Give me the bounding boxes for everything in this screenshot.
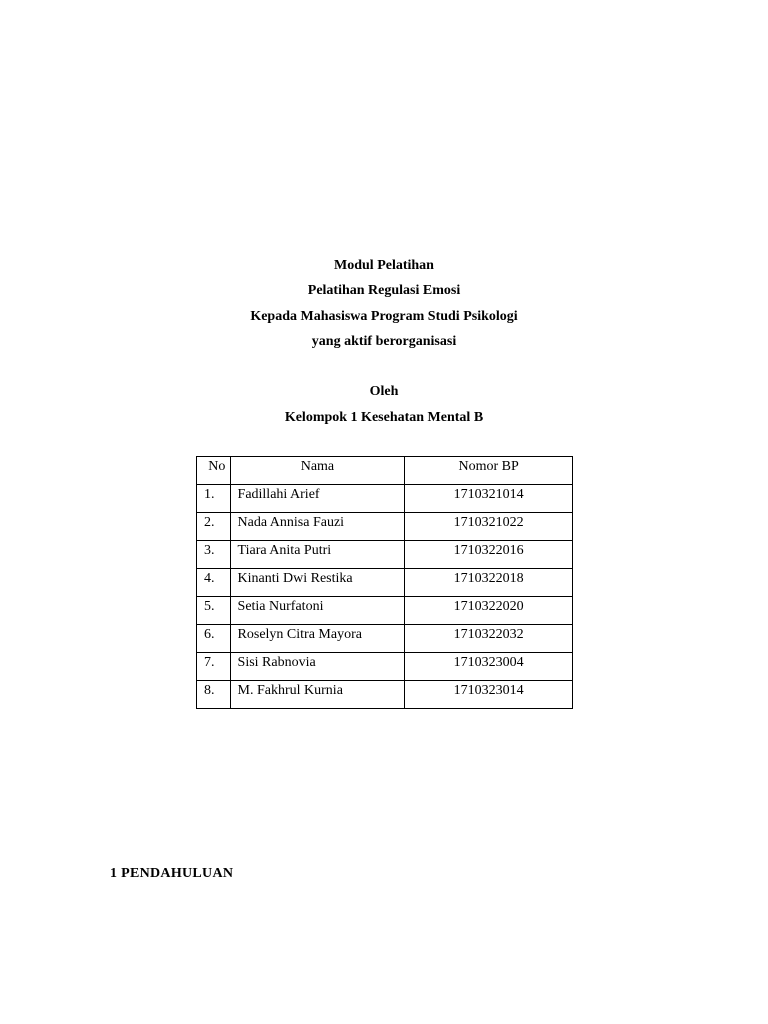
training-title: Pelatihan Regulasi Emosi [307,283,461,299]
student-id: 1710321022 [405,513,573,541]
member-name: Fadillahi Arief [230,485,405,513]
member-name: Sisi Rabnovia [230,653,405,681]
target-audience-line: Kepada Mahasiswa Program Studi Psikologi [250,308,518,324]
members-table [196,456,573,709]
cover-title-block [0,253,768,430]
module-title: Modul Pelatihan [334,258,434,273]
row-number: 5. [197,597,231,625]
group-name: Kelompok 1 Kesehatan Mental B [284,409,484,425]
header-no: No [197,457,231,485]
table-row [197,541,573,569]
student-id: 1710322020 [405,597,573,625]
row-number: 7. [197,653,231,681]
row-number: 4. [197,569,231,597]
section-heading-pendahuluan: 1 PENDAHULUAN [110,866,234,881]
member-name: Kinanti Dwi Restika [230,569,405,597]
row-number: 8. [197,681,231,709]
member-name: Setia Nurfatoni [230,597,405,625]
by-label: Oleh [369,384,399,400]
student-id: 1710322032 [405,625,573,653]
row-number: 6. [197,625,231,653]
member-name: Tiara Anita Putri [230,541,405,569]
table-row [197,681,573,709]
member-name: Roselyn Citra Mayora [230,625,405,653]
student-id: 1710322016 [405,541,573,569]
table-row [197,653,573,681]
table-row [197,485,573,513]
header-student-id: Nomor BP [405,457,573,485]
student-id: 1710323004 [405,653,573,681]
member-name: M. Fakhrul Kurnia [230,681,405,709]
table-row [197,569,573,597]
row-number: 2. [197,513,231,541]
student-id: 1710323014 [405,681,573,709]
target-audience-qualifier: yang aktif berorganisasi [311,333,457,349]
table-row [197,513,573,541]
row-number: 1. [197,485,231,513]
table-header-row [197,457,573,485]
header-name: Nama [230,457,405,485]
student-id: 1710322018 [405,569,573,597]
title-spacer [0,354,768,379]
table-row [197,625,573,653]
member-name: Nada Annisa Fauzi [230,513,405,541]
row-number: 3. [197,541,231,569]
student-id: 1710321014 [405,485,573,513]
table-row [197,597,573,625]
